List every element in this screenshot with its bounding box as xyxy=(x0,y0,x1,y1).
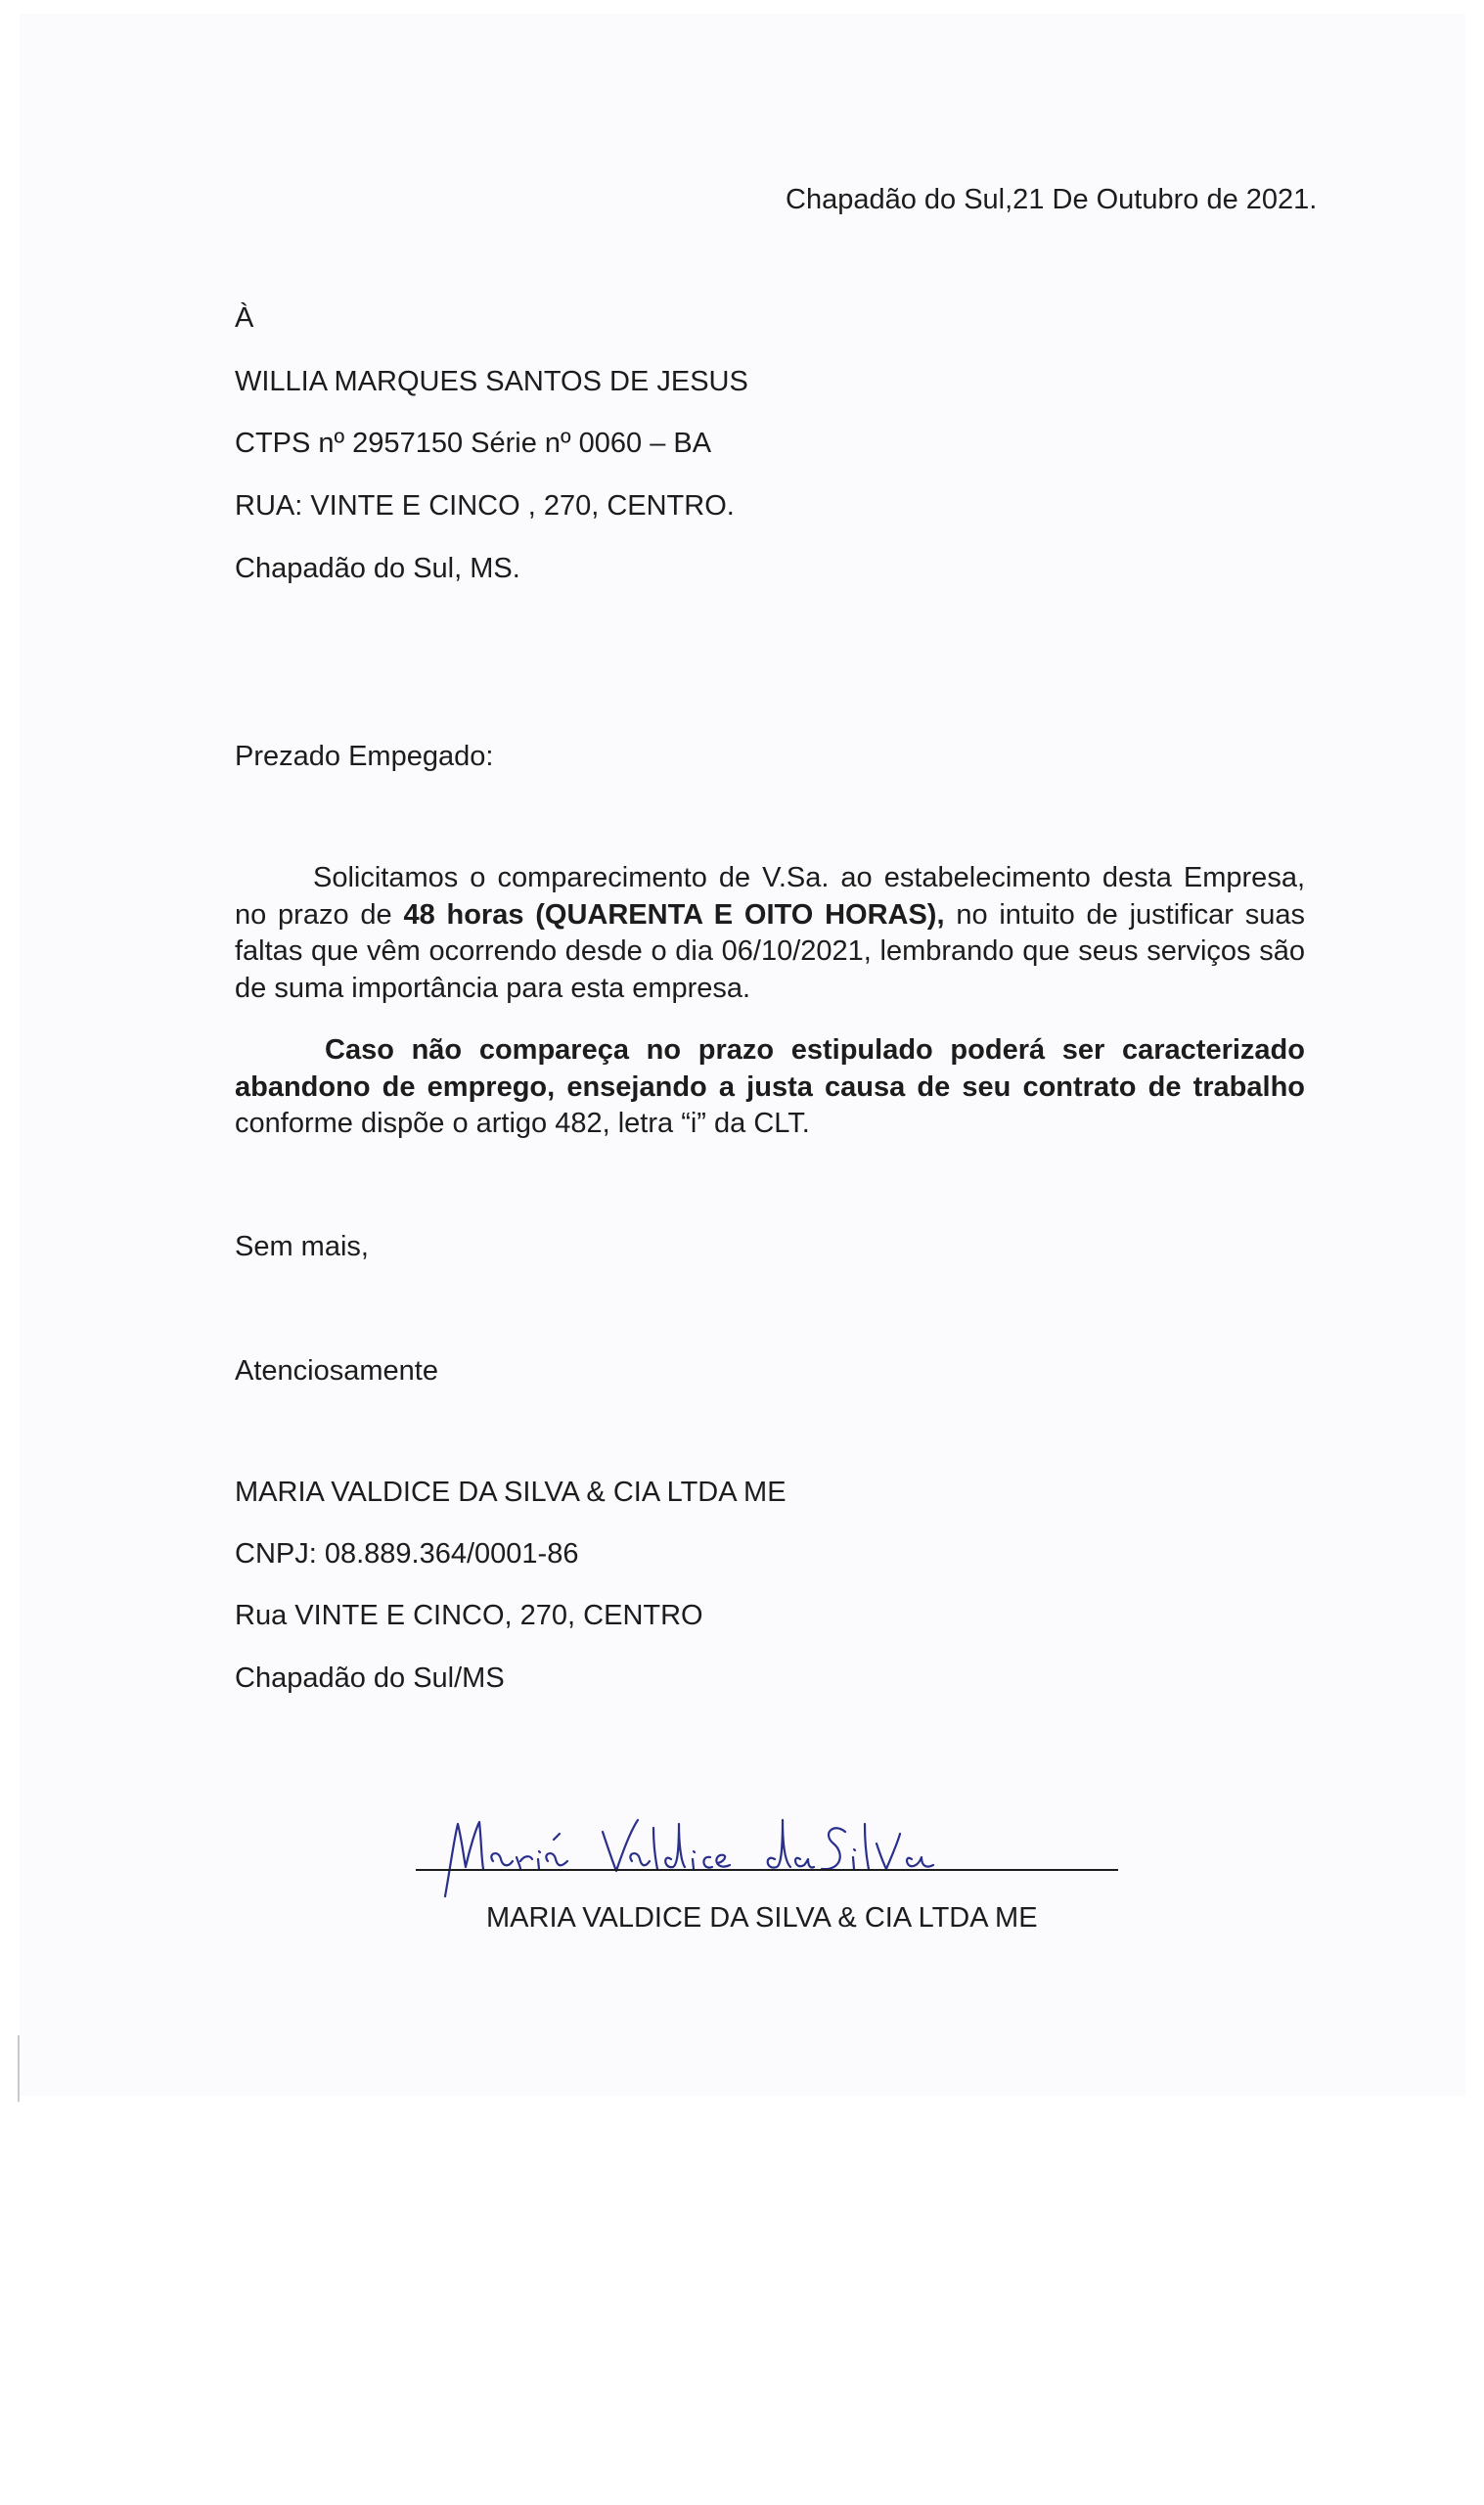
sender-company: MARIA VALDICE DA SILVA & CIA LTDA ME xyxy=(235,1477,787,1508)
greeting: Prezado Empegado: xyxy=(235,741,494,772)
body-paragraph-1 xyxy=(235,860,1305,1007)
signature-printed-name: MARIA VALDICE DA SILVA & CIA LTDA ME xyxy=(486,1902,1038,1934)
paragraph-2-bold: Caso não compareça no prazo estipulado poderá ser caracterizado abandono de emprego, ensejando a justa causa de seu contrato de trabalho xyxy=(235,1034,1305,1103)
recipient-address: RUA: VINTE E CINCO , 270, CENTRO. xyxy=(235,490,735,522)
recipient-ctps: CTPS nº 2957150 Série nº 0060 – BA xyxy=(235,428,712,459)
body-paragraph-2 xyxy=(235,1032,1305,1143)
closing-atenciosamente: Atenciosamente xyxy=(235,1355,438,1387)
sender-cnpj: CNPJ: 08.889.364/0001-86 xyxy=(235,1538,579,1570)
paragraph-1-text-a: Solicitamos o comparecimento de V.Sa. ao estabelecimento desta Empresa, no prazo de xyxy=(235,862,1305,931)
recipient-name: WILLIA MARQUES SANTOS DE JESUS xyxy=(235,366,748,397)
scan-edge-mark xyxy=(18,2035,20,2102)
recipient-salutation: À xyxy=(235,302,254,334)
paragraph-1-text-b: no intuito de justificar suas faltas que vêm ocorrendo desde o dia 06/10/2021, lembrando que seus serviços são de suma importância para esta empresa. xyxy=(235,898,1305,1004)
signature-line xyxy=(416,1869,1118,1871)
paragraph-2-text: conforme dispõe o artigo 482, letra “i” da CLT. xyxy=(235,1108,810,1139)
date-line: Chapadão do Sul,21 De Outubro de 2021. xyxy=(786,184,1318,215)
sender-city: Chapadão do Sul/MS xyxy=(235,1662,505,1694)
handwritten-signature xyxy=(411,1810,1125,1898)
recipient-city: Chapadão do Sul, MS. xyxy=(235,553,520,584)
sender-address: Rua VINTE E CINCO, 270, CENTRO xyxy=(235,1600,703,1631)
paragraph-1-bold: 48 horas (QUARENTA E OITO HORAS), xyxy=(403,898,945,931)
closing-sem-mais: Sem mais, xyxy=(235,1231,369,1262)
